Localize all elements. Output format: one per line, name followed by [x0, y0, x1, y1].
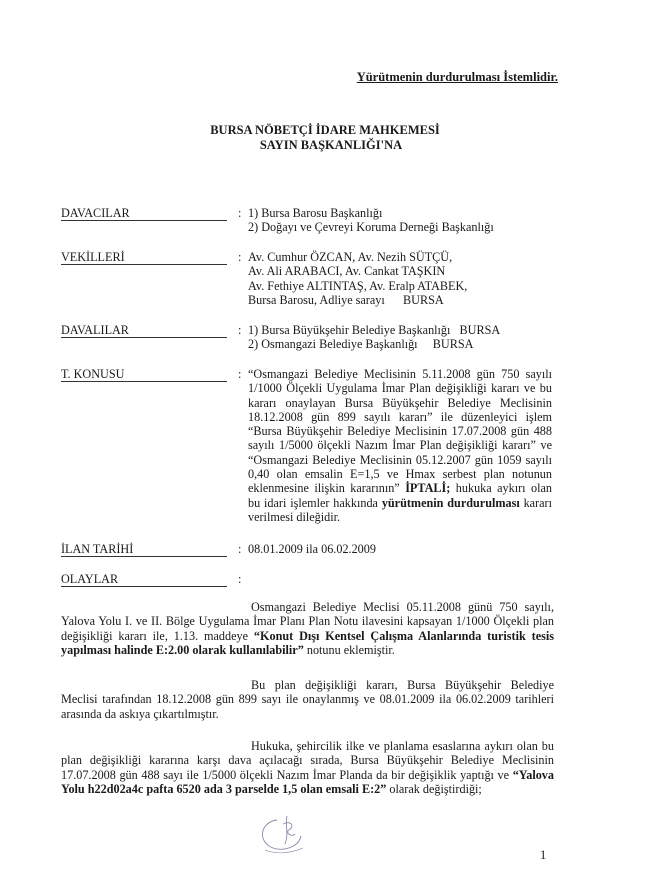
davalilar-label: DAVALILAR: [61, 323, 227, 338]
konusu-text: “Osmangazi Belediye Meclisinin 5.11.2008 gün 750 sayılı 1/1000 Ölçekli Uygulama İmar Plan değişikliği kararı ve bu kararı onaylayan Bursa Büyükşehir Belediye Meclisinin 18.12.2008 gün 899 sayılı kararı” ile düzenleyici işlem “Bursa Büyükşehir Belediye Meclisinin 17.07.2008 gün 488 sayılı 1/5000 ölçekli Nazım İmar Plan değişikliği kararı” ve “Osmangazi Belediye Meclisinin 05.12.2007 gün 1059 sayılı 0,40 olan emsalin E=1,5 ve Hmax serbest plan notunun eklenmesine ilişkin kararının”: [248, 367, 552, 496]
konusu-colon: :: [238, 367, 242, 381]
davacilar-value: [248, 206, 548, 235]
p1-text: Osmangazi Belediye Meclisi 05.11.2008 günü 750 sayılı, Yalova Yolu I. ve II. Bölge Uygulama İmar Planı Plan Notu ilavesini kapsayan 1/1000 Ölçekli plan değişikliği kararı ile, 1.13. maddeye: [61, 600, 554, 643]
paragraph-2: Bu plan değişikliği kararı, Bursa Büyükşehir Belediye Meclisi tarafından 18.12.2008 gün 899 sayı ile onaylanmış ve 08.01.2009 ila 06.02.2009 tarihleri arasında da askıya çıkartılmıştır.: [61, 678, 554, 721]
konusu-label: T. KONUSU: [61, 367, 227, 382]
davacilar-line-1: 1) Bursa Barosu Başkanlığı: [248, 206, 383, 220]
ilan-value: 08.01.2009 ila 06.02.2009: [248, 542, 376, 556]
davalilar-colon: :: [238, 323, 242, 337]
konusu-yd: yürütmenin durdurulması: [381, 495, 520, 510]
vekilleri-line-4: Bursa Barosu, Adliye sarayı BURSA: [248, 292, 444, 307]
court-addressee: SAYIN BAŞKANLIĞI'NA: [259, 138, 403, 152]
vekilleri-colon: :: [238, 250, 242, 264]
p3-end: olarak değiştirdiği;: [386, 781, 482, 796]
konusu-end: kararı verilmesi dileğidir.: [248, 495, 553, 524]
p3-quote: “Yalova Yolu h22d02a4c pafta 6520 ada 3 parselde 1,5 olan emsali E:2”: [61, 767, 554, 796]
vekilleri-value: [248, 250, 548, 307]
davacilar-label: DAVACILAR: [61, 206, 227, 221]
olaylar-colon: :: [238, 572, 242, 586]
p1-quote: “Konut Dışı Kentsel Çalışma Alanlarında turistik tesis yapılması halinde E:2.00 olarak kullanılabilir”: [61, 628, 554, 657]
vekilleri-line-2: Av. Ali ARABACI, Av. Cankat TAŞKIN: [248, 264, 446, 279]
header-note: Yürütmenin durdurulması İstemlidir.: [356, 70, 558, 84]
vekilleri-label: VEKİLLERİ: [61, 250, 227, 265]
davalilar-line-1: 1) Bursa Büyükşehir Belediye Başkanlığı BURSA: [248, 323, 501, 337]
signature-scribble: [255, 812, 315, 857]
p1-end: notunu eklemiştir.: [303, 642, 395, 657]
paragraph-1: [61, 600, 554, 657]
konusu-mid: hukuka aykırı olan bu idari işlemler hakkında: [248, 481, 553, 510]
konusu-value: [248, 367, 552, 524]
page-number: 1: [540, 848, 547, 862]
olaylar-label: OLAYLAR: [61, 572, 227, 587]
court-name: BURSA NÖBETÇİ İDARE MAHKEMESİ: [210, 123, 440, 137]
vekilleri-line-1: Av. Cumhur ÖZCAN, Av. Nezih SÜTÇÜ,: [248, 250, 453, 264]
davalilar-value: [248, 323, 558, 352]
ilan-colon: :: [238, 542, 242, 556]
p3-text: Hukuka, şehircilik ilke ve planlama esaslarına aykırı olan bu plan değişikliği kararına karşı dava açılacağı sırada, Bursa Büyükşehir Belediye Meclisinin 17.07.2008 gün 488 sayı ile 1/5000 ölçekli Nazım İmar Planda da bir değişiklik yaptığı ve: [61, 739, 554, 782]
davacilar-line-2: 2) Doğayı ve Çevreyi Koruma Derneği Başkanlığı: [248, 220, 494, 235]
konusu-iptali: İPTALİ;: [405, 481, 451, 496]
ilan-label: İLAN TARİHİ: [61, 542, 227, 557]
davalilar-line-2: 2) Osmangazi Belediye Başkanlığı BURSA: [248, 337, 474, 352]
vekilleri-line-3: Av. Fethiye ALTINTAŞ, Av. Eralp ATABEK,: [248, 278, 468, 293]
davacilar-colon: :: [238, 206, 242, 220]
paragraph-3: [61, 739, 554, 796]
